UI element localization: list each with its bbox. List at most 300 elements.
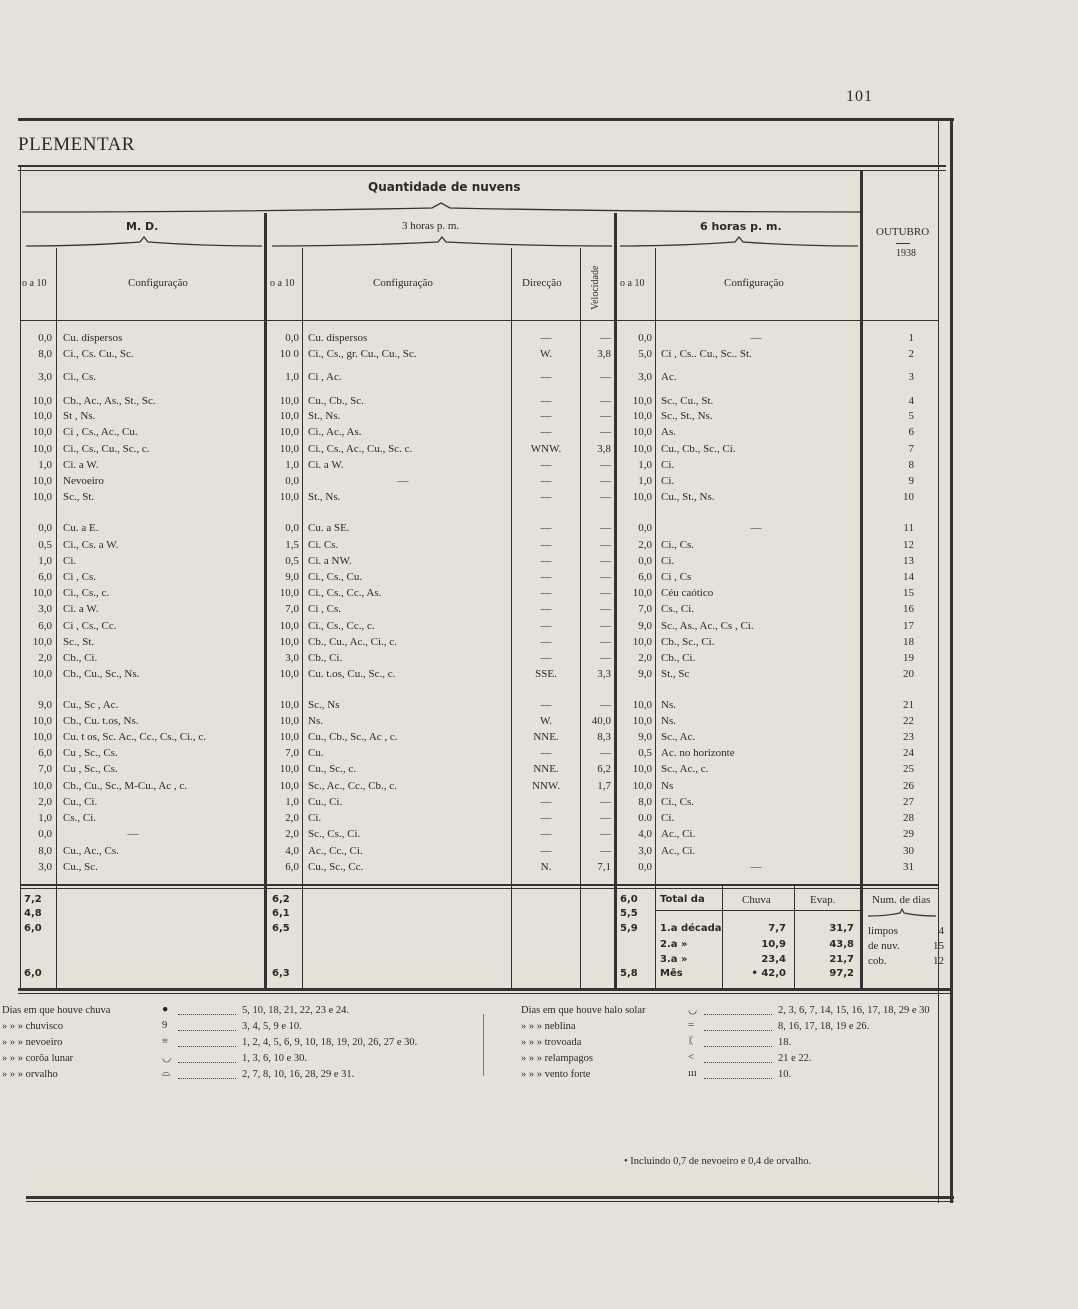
cell-3h-config: Ci. a W. bbox=[308, 459, 344, 471]
cell-md-config: Cb., Ci. bbox=[63, 652, 98, 664]
cell-3h-qty: 1,0 bbox=[285, 459, 299, 471]
cell-velocity: 3,8 bbox=[597, 443, 611, 455]
cell-day: 7 bbox=[908, 443, 914, 455]
cell-md-qty: 3,0 bbox=[38, 371, 52, 383]
cell-velocity: — bbox=[600, 539, 611, 551]
cell-3h-qty: 1,0 bbox=[285, 371, 299, 383]
cell-3h-config: Cu., Sc., Cc. bbox=[308, 861, 364, 873]
footnote: • Incluindo 0,7 de nevoeiro e 0,4 de orvalho. bbox=[624, 1156, 812, 1167]
cell-6h-config: Cs., Ci. bbox=[661, 603, 695, 615]
cell-day: 29 bbox=[903, 828, 914, 840]
cell-day: 25 bbox=[903, 763, 914, 775]
header-scale-md: o a 10 bbox=[22, 278, 47, 289]
cell-6h-qty: 6,0 bbox=[638, 571, 652, 583]
cell-velocity: — bbox=[600, 587, 611, 599]
num-dias-value: 15 bbox=[933, 940, 944, 952]
cell-6h-qty: 10,0 bbox=[632, 587, 652, 599]
cell-velocity: — bbox=[600, 555, 611, 567]
cell-6h-qty: 10,0 bbox=[632, 636, 652, 648]
cell-direction: — bbox=[540, 395, 552, 407]
summary-evap-value: 31,7 bbox=[829, 923, 854, 934]
cell-velocity: 6,2 bbox=[597, 763, 611, 775]
cell-6h-config: Ns. bbox=[661, 699, 676, 711]
cell-day: 21 bbox=[903, 699, 914, 711]
observation-label: » » » trovoada bbox=[521, 1037, 582, 1048]
cell-6h-qty: 2,0 bbox=[638, 652, 652, 664]
section-title: PLEMENTAR bbox=[18, 134, 135, 155]
summary-evap-value: 21,7 bbox=[829, 954, 854, 965]
cell-6h-config: Ac., Ci. bbox=[661, 828, 696, 840]
cell-direction: — bbox=[540, 491, 552, 503]
cell-3h-qty: 1,0 bbox=[285, 796, 299, 808]
cell-6h-config: Cu., St., Ns. bbox=[661, 491, 715, 503]
summary-6h-mean: 5,5 bbox=[620, 908, 638, 919]
cell-6h-config: Ci , Cs bbox=[661, 571, 692, 583]
summary-period-label: 3.a » bbox=[660, 954, 688, 965]
observation-label: » » » vento forte bbox=[521, 1069, 591, 1080]
cell-velocity: — bbox=[600, 522, 611, 534]
header-scale-6h: o a 10 bbox=[620, 278, 645, 289]
cell-velocity: 7,1 bbox=[597, 861, 611, 873]
cell-day: 31 bbox=[903, 861, 914, 873]
bottom-rule bbox=[26, 1196, 954, 1199]
cell-md-config: Ci., Cs. bbox=[63, 371, 97, 383]
cell-md-qty: 2,0 bbox=[38, 796, 52, 808]
cell-3h-qty: 4,0 bbox=[285, 845, 299, 857]
cell-6h-config: As. bbox=[661, 426, 676, 438]
leader-dots bbox=[704, 1021, 772, 1031]
header-scale-3h: o a 10 bbox=[270, 278, 295, 289]
num-dias-label: cob. bbox=[868, 955, 887, 967]
header-direccao: Direcção bbox=[522, 277, 562, 289]
cell-day: 27 bbox=[903, 796, 914, 808]
cell-md-qty: 6,0 bbox=[38, 747, 52, 759]
cell-md-qty: 8,0 bbox=[38, 845, 52, 857]
cell-3h-config: Cb., Ci. bbox=[308, 652, 343, 664]
cell-velocity: — bbox=[600, 652, 611, 664]
cell-md-config: Cb., Cu., Sc., Ns. bbox=[63, 668, 140, 680]
observation-days: 3, 4, 5, 9 e 10. bbox=[242, 1021, 302, 1032]
observation-label: » » » corôa lunar bbox=[2, 1053, 74, 1064]
summary-period-label: 1.a década bbox=[660, 923, 722, 934]
cell-3h-config: Ci , Ac. bbox=[308, 371, 342, 383]
cell-direction: — bbox=[540, 426, 552, 438]
cell-3h-config: Ci., Ac., As. bbox=[308, 426, 362, 438]
right-rule-inner bbox=[938, 118, 939, 1203]
header-year: 1938 bbox=[896, 248, 916, 259]
cell-3h-qty: 10,0 bbox=[279, 620, 299, 632]
cell-velocity: 3,3 bbox=[597, 668, 611, 680]
cell-3h-qty: 10,0 bbox=[279, 636, 299, 648]
cell-day: 9 bbox=[908, 475, 914, 487]
cell-velocity: — bbox=[600, 426, 611, 438]
cell-3h-config: Ac., Cc., Ci. bbox=[308, 845, 363, 857]
cell-day: 18 bbox=[903, 636, 914, 648]
cell-direction: NNE. bbox=[533, 763, 559, 775]
cell-md-qty: 10,0 bbox=[32, 443, 52, 455]
cell-3h-config: Ci , Cs. bbox=[308, 603, 342, 615]
cell-direction: — bbox=[540, 699, 552, 711]
leader-dots bbox=[178, 1005, 236, 1015]
cell-3h-qty: 10,0 bbox=[279, 587, 299, 599]
cell-md-config: Cu. t os, Sc. Ac., Cc., Cs., Ci., c. bbox=[63, 731, 207, 743]
cell-6h-qty: 3,0 bbox=[638, 845, 652, 857]
cell-direction: — bbox=[540, 587, 552, 599]
weather-symbol-icon: = bbox=[688, 1020, 694, 1031]
cell-day: 6 bbox=[908, 426, 914, 438]
cell-md-qty: 10,0 bbox=[32, 587, 52, 599]
summary-chuva-value: 7,7 bbox=[768, 923, 786, 934]
cell-3h-config: Cu. dispersos bbox=[308, 332, 368, 344]
cell-velocity: — bbox=[600, 699, 611, 711]
cell-3h-config: Sc., Ac., Cc., Cb., c. bbox=[308, 780, 397, 792]
observation-days: 5, 10, 18, 21, 22, 23 e 24. bbox=[242, 1005, 350, 1016]
cell-6h-config: Ns. bbox=[661, 715, 676, 727]
cell-md-qty: 1,0 bbox=[38, 812, 52, 824]
cell-day: 5 bbox=[908, 410, 914, 422]
cell-direction: SSE. bbox=[535, 668, 557, 680]
observation-label: » » » relampagos bbox=[521, 1053, 594, 1064]
cell-3h-qty: 9,0 bbox=[285, 571, 299, 583]
cell-day: 17 bbox=[903, 620, 914, 632]
summary-chuva-value: 10,9 bbox=[761, 939, 786, 950]
cell-6h-qty: 10,0 bbox=[632, 443, 652, 455]
cell-3h-qty: 10,0 bbox=[279, 395, 299, 407]
weather-symbol-icon: ≡ bbox=[162, 1036, 168, 1047]
leader-dots bbox=[178, 1053, 236, 1063]
cell-md-qty: 6,0 bbox=[38, 571, 52, 583]
observation-days: 2, 7, 8, 10, 16, 28, 29 e 31. bbox=[242, 1069, 355, 1080]
weather-symbol-icon: ᛕ bbox=[688, 1036, 695, 1047]
cell-6h-config: Cb., Sc., Ci. bbox=[661, 636, 715, 648]
leader-dots bbox=[704, 1069, 772, 1079]
summary-chuva-value: • 42,0 bbox=[751, 968, 786, 979]
cell-3h-qty: 3,0 bbox=[285, 652, 299, 664]
num-dias-value: 4 bbox=[938, 925, 944, 937]
cell-direction: — bbox=[540, 371, 552, 383]
cell-md-qty: 10,0 bbox=[32, 636, 52, 648]
cell-6h-qty: 0,0 bbox=[638, 861, 652, 873]
cell-3h-config: Ci., Cs., Cu. bbox=[308, 571, 363, 583]
cell-day: 24 bbox=[903, 747, 914, 759]
weather-symbol-icon: ııı bbox=[688, 1068, 697, 1079]
cell-md-qty: 9,0 bbox=[38, 699, 52, 711]
cell-velocity: — bbox=[600, 571, 611, 583]
brace-3h bbox=[272, 236, 612, 248]
cell-direction: — bbox=[540, 410, 552, 422]
cell-velocity: — bbox=[600, 828, 611, 840]
top-rule bbox=[18, 118, 954, 121]
observation-days: 18. bbox=[778, 1037, 792, 1048]
cell-6h-config: Ci. bbox=[661, 459, 675, 471]
cell-md-qty: 10,0 bbox=[32, 668, 52, 680]
cell-md-config: Ci. a W. bbox=[63, 459, 99, 471]
cell-3h-qty: 10,0 bbox=[279, 763, 299, 775]
cell-md-config: Ci. a W. bbox=[63, 603, 99, 615]
header-config-md: Configuração bbox=[128, 277, 188, 289]
cell-direction: NNE. bbox=[533, 731, 559, 743]
cell-md-qty: 3,0 bbox=[38, 603, 52, 615]
cell-6h-config: Sc., Cu., St. bbox=[661, 395, 714, 407]
cell-6h-config: — bbox=[750, 861, 762, 873]
cell-velocity: — bbox=[600, 459, 611, 471]
cell-3h-qty: 2,0 bbox=[285, 812, 299, 824]
num-dias-value: 12 bbox=[933, 955, 944, 967]
observation-days: 2, 3, 6, 7, 14, 15, 16, 17, 18, 29 e 30 bbox=[778, 1005, 930, 1016]
weather-symbol-icon: ● bbox=[162, 1004, 169, 1015]
cell-day: 23 bbox=[903, 731, 914, 743]
cell-md-qty: 10,0 bbox=[32, 731, 52, 743]
cell-day: 2 bbox=[908, 348, 914, 360]
leader-dots bbox=[178, 1069, 236, 1079]
brace-md bbox=[26, 236, 262, 248]
cell-3h-config: Cu., Cb., Sc., Ac , c. bbox=[308, 731, 398, 743]
cell-6h-qty: 10,0 bbox=[632, 780, 652, 792]
cell-direction: — bbox=[540, 747, 552, 759]
cell-3h-config: Ci., Cs., Ac., Cu., Sc. c. bbox=[308, 443, 413, 455]
cell-3h-config: Cu., Cb., Sc. bbox=[308, 395, 364, 407]
cell-6h-qty: 0,0 bbox=[638, 555, 652, 567]
cell-md-config: Cb., Ac., As., St., Sc. bbox=[63, 395, 156, 407]
weather-symbol-icon: 9 bbox=[162, 1020, 168, 1031]
cell-3h-config: Cu. t.os, Cu., Sc., c. bbox=[308, 668, 396, 680]
page-number: 101 bbox=[846, 88, 873, 105]
cell-3h-qty: 10,0 bbox=[279, 491, 299, 503]
cell-md-config: Ci. bbox=[63, 555, 77, 567]
cell-direction: — bbox=[540, 459, 552, 471]
cell-day: 20 bbox=[903, 668, 914, 680]
num-dias-label: limpos bbox=[868, 925, 898, 937]
cell-md-qty: 10,0 bbox=[32, 491, 52, 503]
cell-6h-config: Cu., Cb., Sc., Ci. bbox=[661, 443, 736, 455]
cell-3h-config: Cu., Sc., c. bbox=[308, 763, 356, 775]
cell-6h-config: Sc., Ac. bbox=[661, 731, 696, 743]
cell-md-qty: 0,5 bbox=[38, 539, 52, 551]
cell-3h-config: Sc., Cs., Ci. bbox=[308, 828, 361, 840]
cell-6h-config: — bbox=[750, 332, 762, 344]
cell-direction: — bbox=[540, 796, 552, 808]
leader-dots bbox=[704, 1037, 772, 1047]
summary-6h-mean: 6,0 bbox=[620, 894, 638, 905]
cell-6h-qty: 0,0 bbox=[638, 332, 652, 344]
cell-direction: — bbox=[540, 620, 552, 632]
cell-md-config: Cb., Cu. t.os, Ns. bbox=[63, 715, 139, 727]
header-config-3h: Configuração bbox=[373, 277, 433, 289]
cell-3h-config: Cu. a SE. bbox=[308, 522, 350, 534]
observation-days: 10. bbox=[778, 1069, 792, 1080]
cell-day: 16 bbox=[903, 603, 914, 615]
summary-evap-value: 43,8 bbox=[829, 939, 854, 950]
cell-day: 10 bbox=[903, 491, 914, 503]
cell-md-config: Ci , Cs., Ac., Cu. bbox=[63, 426, 138, 438]
summary-period-label: 2.a » bbox=[660, 939, 688, 950]
cell-6h-config: Sc., As., Ac., Cs , Ci. bbox=[661, 620, 754, 632]
cell-md-config: Nevoeiro bbox=[63, 475, 104, 487]
brace-quantidade bbox=[22, 202, 860, 214]
cell-6h-config: Ac. bbox=[661, 371, 677, 383]
cell-direction: — bbox=[540, 828, 552, 840]
observation-days: 8, 16, 17, 18, 19 e 26. bbox=[778, 1021, 870, 1032]
num-dias-label: de nuv. bbox=[868, 940, 900, 952]
cell-direction: — bbox=[540, 652, 552, 664]
weather-symbol-icon: ◡ bbox=[162, 1053, 172, 1064]
cell-3h-qty: 10,0 bbox=[279, 780, 299, 792]
cell-day: 30 bbox=[903, 845, 914, 857]
cell-velocity: — bbox=[600, 747, 611, 759]
cell-md-qty: 8,0 bbox=[38, 348, 52, 360]
cell-3h-config: Cb., Cu., Ac., Ci., c. bbox=[308, 636, 397, 648]
cell-day: 13 bbox=[903, 555, 914, 567]
header-config-6h: Configuração bbox=[724, 277, 784, 289]
cell-md-qty: 0,0 bbox=[38, 828, 52, 840]
cell-day: 26 bbox=[903, 780, 914, 792]
cell-md-qty: 1,0 bbox=[38, 459, 52, 471]
header-3h: 3 horas p. m. bbox=[402, 220, 460, 232]
cell-velocity: — bbox=[600, 410, 611, 422]
cell-6h-qty: 10,0 bbox=[632, 715, 652, 727]
cell-6h-qty: 0,5 bbox=[638, 747, 652, 759]
cell-6h-qty: 2,0 bbox=[638, 539, 652, 551]
cell-md-qty: 1,0 bbox=[38, 555, 52, 567]
weather-symbol-icon: ◡ bbox=[688, 1005, 698, 1016]
cell-day: 3 bbox=[908, 371, 914, 383]
cell-velocity: 40,0 bbox=[591, 715, 611, 727]
cell-3h-qty: 10,0 bbox=[279, 699, 299, 711]
cell-velocity: — bbox=[600, 371, 611, 383]
chuva-label: Chuva bbox=[742, 894, 771, 906]
weather-symbol-icon: < bbox=[688, 1052, 694, 1063]
observation-label: » » » nevoeiro bbox=[2, 1037, 63, 1048]
cell-6h-qty: 9,0 bbox=[638, 620, 652, 632]
cell-md-qty: 10,0 bbox=[32, 780, 52, 792]
cell-3h-qty: 10 0 bbox=[279, 348, 299, 360]
cell-6h-config: Sc., Ac., c. bbox=[661, 763, 709, 775]
cell-md-qty: 0,0 bbox=[38, 522, 52, 534]
cell-6h-qty: 0,0 bbox=[638, 522, 652, 534]
cell-3h-qty: 0,0 bbox=[285, 332, 299, 344]
cell-3h-qty: 10,0 bbox=[279, 731, 299, 743]
cell-velocity: — bbox=[600, 332, 611, 344]
cell-6h-qty: 3,0 bbox=[638, 371, 652, 383]
header-month: OUTUBRO bbox=[876, 226, 930, 238]
cell-6h-config: St., Sc bbox=[661, 668, 690, 680]
cell-md-config: Ci., Cs. Cu., Sc. bbox=[63, 348, 134, 360]
cell-velocity: 8,3 bbox=[597, 731, 611, 743]
leader-dots bbox=[704, 1005, 772, 1015]
summary-chuva-value: 23,4 bbox=[761, 954, 786, 965]
cell-md-qty: 10,0 bbox=[32, 475, 52, 487]
cell-md-config: Cu. dispersos bbox=[63, 332, 123, 344]
cell-md-config: Cu., Sc , Ac. bbox=[63, 699, 119, 711]
cell-3h-qty: 0,0 bbox=[285, 522, 299, 534]
cell-direction: — bbox=[540, 555, 552, 567]
cell-day: 22 bbox=[903, 715, 914, 727]
cell-6h-qty: 8,0 bbox=[638, 796, 652, 808]
leader-dots bbox=[704, 1053, 772, 1063]
cell-3h-qty: 0,5 bbox=[285, 555, 299, 567]
cell-md-config: Cu. a E. bbox=[63, 522, 99, 534]
cell-6h-config: Ac., Ci. bbox=[661, 845, 696, 857]
header-quantidade: Quantidade de nuvens bbox=[368, 180, 521, 194]
cell-3h-qty: 10,0 bbox=[279, 410, 299, 422]
cell-md-config: — bbox=[127, 828, 139, 840]
cell-velocity: — bbox=[600, 796, 611, 808]
cell-md-config: Ci , Cs. bbox=[63, 571, 97, 583]
cell-direction: WNW. bbox=[530, 443, 562, 455]
cell-velocity: — bbox=[600, 395, 611, 407]
cell-6h-qty: 9,0 bbox=[638, 731, 652, 743]
leader-dots bbox=[178, 1021, 236, 1031]
cell-md-qty: 7,0 bbox=[38, 763, 52, 775]
cell-velocity: 1,7 bbox=[597, 780, 611, 792]
cell-3h-config: Ci. Cs. bbox=[308, 539, 339, 551]
cell-direction: — bbox=[540, 812, 552, 824]
cell-day: 15 bbox=[903, 587, 914, 599]
cell-day: 11 bbox=[903, 522, 914, 534]
cell-direction: — bbox=[540, 539, 552, 551]
cell-3h-qty: 10,0 bbox=[279, 668, 299, 680]
cell-3h-qty: 10,0 bbox=[279, 443, 299, 455]
cell-6h-config: Céu caótico bbox=[661, 587, 714, 599]
cell-day: 4 bbox=[908, 395, 914, 407]
cell-direction: N. bbox=[540, 861, 552, 873]
cell-6h-qty: 5,0 bbox=[638, 348, 652, 360]
summary-md-mean: 7,2 bbox=[24, 894, 42, 905]
cell-md-config: Ci., Cs., c. bbox=[63, 587, 110, 599]
cell-day: 1 bbox=[908, 332, 914, 344]
cell-6h-config: Sc., St., Ns. bbox=[661, 410, 713, 422]
cell-day: 19 bbox=[903, 652, 914, 664]
cell-3h-qty: 0,0 bbox=[285, 475, 299, 487]
cell-velocity: — bbox=[600, 491, 611, 503]
cell-3h-qty: 2,0 bbox=[285, 828, 299, 840]
cell-direction: W. bbox=[539, 715, 553, 727]
num-dias-label: Num. de dias bbox=[872, 894, 931, 906]
cell-day: 12 bbox=[903, 539, 914, 551]
cell-6h-qty: 10,0 bbox=[632, 426, 652, 438]
cell-6h-config: Ci , Cs.. Cu., Sc.. St. bbox=[661, 348, 752, 360]
summary-6h-mean: 5,9 bbox=[620, 923, 638, 934]
observation-days: 1, 2, 4, 5, 6, 9, 10, 18, 19, 20, 26, 27 e 30. bbox=[242, 1037, 418, 1048]
cell-3h-config: Ci., Cs., Cc., As. bbox=[308, 587, 382, 599]
observation-label: » » » chuvisco bbox=[2, 1021, 63, 1032]
summary-3h-mean: 6,3 bbox=[272, 968, 290, 979]
cell-md-config: Cu., Ac., Cs. bbox=[63, 845, 119, 857]
summary-3h-mean: 6,1 bbox=[272, 908, 290, 919]
right-rule bbox=[950, 118, 953, 1203]
cell-day: 8 bbox=[908, 459, 914, 471]
cell-md-config: Cu , Sc., Cs. bbox=[63, 747, 118, 759]
summary-md-mean: 6,0 bbox=[24, 923, 42, 934]
cell-6h-qty: 10,0 bbox=[632, 491, 652, 503]
cell-velocity: — bbox=[600, 620, 611, 632]
cell-3h-config: St., Ns. bbox=[308, 491, 341, 503]
cell-3h-qty: 7,0 bbox=[285, 603, 299, 615]
cell-direction: — bbox=[540, 603, 552, 615]
cell-3h-qty: 10,0 bbox=[279, 715, 299, 727]
cell-3h-qty: 6,0 bbox=[285, 861, 299, 873]
cell-6h-qty: 4,0 bbox=[638, 828, 652, 840]
cell-md-config: Sc., St. bbox=[63, 491, 95, 503]
cell-md-config: St , Ns. bbox=[63, 410, 96, 422]
cell-velocity: — bbox=[600, 475, 611, 487]
cell-6h-config: Ns bbox=[661, 780, 674, 792]
cell-6h-config: Ci., Cs. bbox=[661, 539, 695, 551]
cell-6h-qty: 1,0 bbox=[638, 459, 652, 471]
cell-md-qty: 3,0 bbox=[38, 861, 52, 873]
observation-label: » » » neblina bbox=[521, 1021, 576, 1032]
weather-symbol-icon: ⌓ bbox=[162, 1068, 171, 1079]
